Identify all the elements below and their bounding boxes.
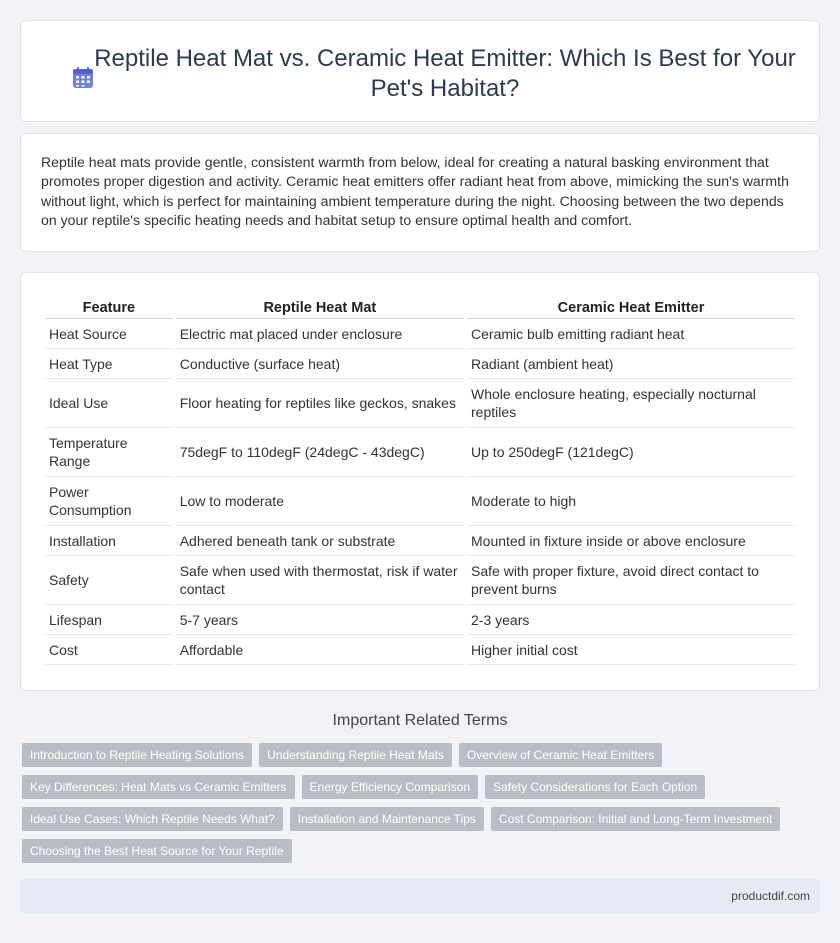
- page-title: Reptile Heat Mat vs. Ceramic Heat Emitter: Which Is Best for Your Pet's Habitat?: [94, 45, 796, 102]
- table-cell: Power Consumption: [45, 477, 173, 526]
- related-terms-title: Important Related Terms: [332, 712, 508, 729]
- table-cell: Conductive (surface heat): [176, 349, 464, 379]
- table-cell: Cost: [45, 635, 173, 665]
- header-feature: Feature: [45, 293, 173, 319]
- related-term-tag[interactable]: Understanding Reptile Heat Mats: [259, 743, 452, 767]
- footer: [20, 879, 820, 913]
- table-cell: Heat Type: [45, 349, 173, 379]
- related-term-tag[interactable]: Introduction to Reptile Heating Solutions: [22, 743, 252, 767]
- related-term-tag[interactable]: Choosing the Best Heat Source for Your Reptile: [22, 839, 292, 863]
- table-cell: Whole enclosure heating, especially nocturnal reptiles: [467, 379, 795, 428]
- related-term-tag[interactable]: Cost Comparison: Initial and Long-Term Investment: [491, 807, 780, 831]
- table-cell: Adhered beneath tank or substrate: [176, 526, 464, 556]
- comparison-table: [42, 293, 798, 665]
- related-term-tag[interactable]: Ideal Use Cases: Which Reptile Needs What?: [22, 807, 283, 831]
- table-cell: 75degF to 110degF (24degC - 43degC): [176, 428, 464, 477]
- table-row: [45, 379, 795, 428]
- related-term-tag[interactable]: Energy Efficiency Comparison: [302, 775, 479, 799]
- header-ceramic-emitter: Ceramic Heat Emitter: [467, 293, 795, 319]
- table-row: [45, 349, 795, 379]
- title-card: [20, 20, 820, 122]
- table-cell: Temperature Range: [45, 428, 173, 477]
- table-cell: 2-3 years: [467, 605, 795, 635]
- intro-paragraph: Reptile heat mats provide gentle, consistent warmth from below, ideal for creating a natural basking environment that promotes proper digestion and activity. Ceramic heat emitters offer radiant heat from above, mimicking the sun's warmth without light, which is perfect for maintaining ambient temperature during the night. Choosing between the two depends on your reptile's specific heating needs and habitat setup to ensure optimal health and comfort.: [41, 154, 789, 228]
- table-cell: Low to moderate: [176, 477, 464, 526]
- related-term-tag[interactable]: Safety Considerations for Each Option: [485, 775, 705, 799]
- related-term-tag[interactable]: Installation and Maintenance Tips: [290, 807, 484, 831]
- table-cell: 5-7 years: [176, 605, 464, 635]
- table-header-row: [45, 293, 795, 319]
- header-heat-mat: Reptile Heat Mat: [176, 293, 464, 319]
- table-cell: Moderate to high: [467, 477, 795, 526]
- related-term-tag[interactable]: Key Differences: Heat Mats vs Ceramic Emitters: [22, 775, 295, 799]
- table-cell: Heat Source: [45, 319, 173, 349]
- table-cell: Radiant (ambient heat): [467, 349, 795, 379]
- table-row: [45, 526, 795, 556]
- table-row: [45, 605, 795, 635]
- related-term-tag[interactable]: Overview of Ceramic Heat Emitters: [459, 743, 662, 767]
- table-row: [45, 556, 795, 605]
- table-row: [45, 319, 795, 349]
- table-cell: Electric mat placed under enclosure: [176, 319, 464, 349]
- table-cell: Lifespan: [45, 605, 173, 635]
- table-cell: Mounted in fixture inside or above enclosure: [467, 526, 795, 556]
- table-row: [45, 635, 795, 665]
- table-cell: Ideal Use: [45, 379, 173, 428]
- table-cell: Higher initial cost: [467, 635, 795, 665]
- table-cell: Safe with proper fixture, avoid direct contact to prevent burns: [467, 556, 795, 605]
- related-terms-list: [22, 743, 822, 863]
- table-cell: Ceramic bulb emitting radiant heat: [467, 319, 795, 349]
- table-cell: Safety: [45, 556, 173, 605]
- table-cell: Affordable: [176, 635, 464, 665]
- intro-card: [20, 133, 820, 252]
- table-cell: Safe when used with thermostat, risk if water contact: [176, 556, 464, 605]
- table-cell: Installation: [45, 526, 173, 556]
- table-cell: Up to 250degF (121degC): [467, 428, 795, 477]
- table-row: [45, 477, 795, 526]
- comparison-card: [20, 272, 820, 691]
- table-cell: Floor heating for reptiles like geckos, snakes: [176, 379, 464, 428]
- footer-site-link[interactable]: productdif.com: [731, 889, 810, 903]
- table-row: [45, 428, 795, 477]
